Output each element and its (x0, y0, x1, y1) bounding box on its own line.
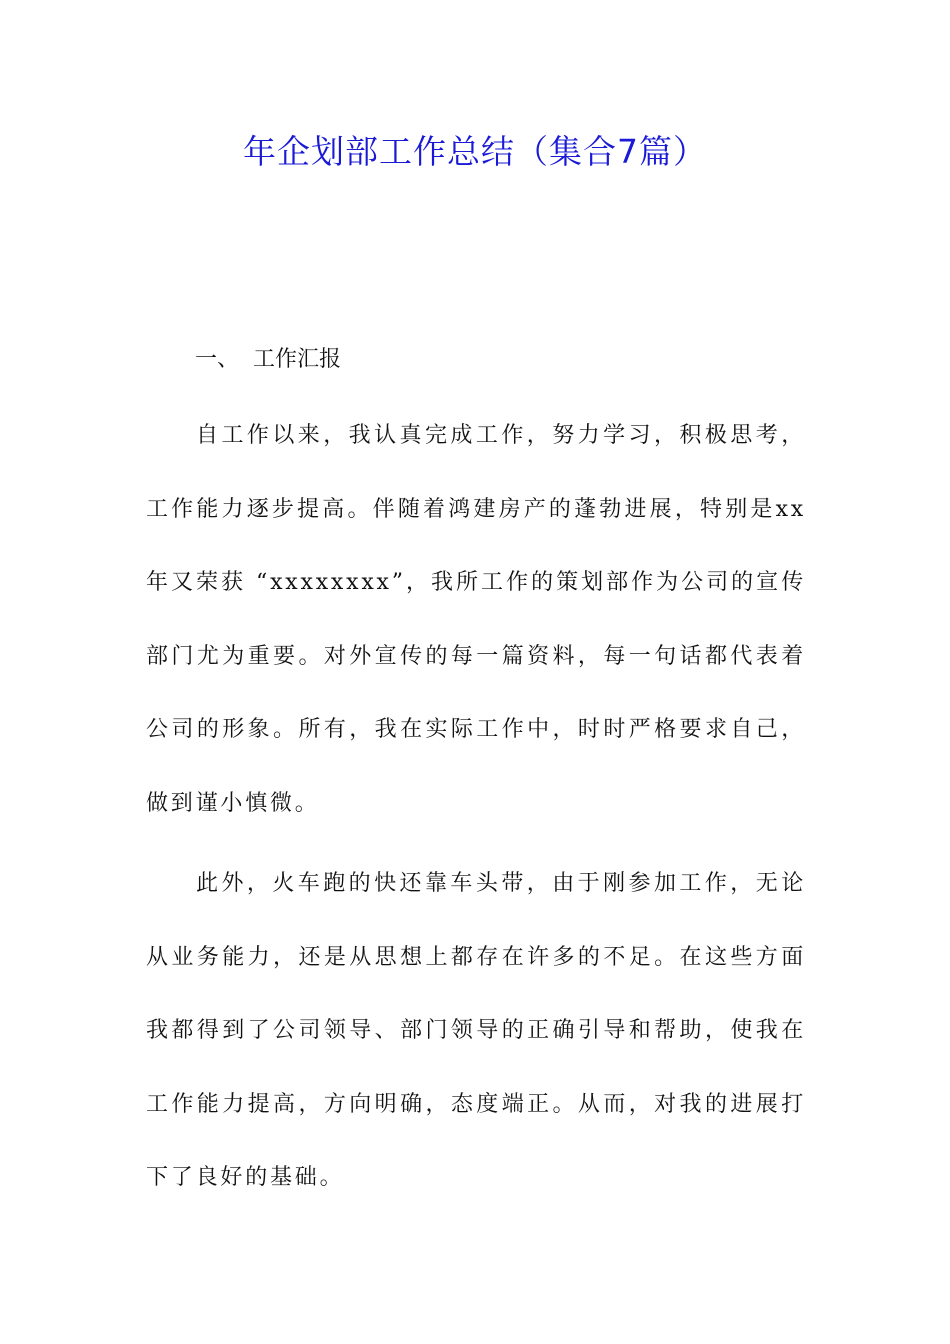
section-heading-text: 工作汇报 (253, 347, 342, 372)
body-paragraph-1: 自工作以来，我认真完成工作，努力学习，积极思考，工作能力逐步提高。伴随着鸿建房产的蓬勃进展，特别是xx年又荣获 “xxxxxxxx”，我所工作的策划部作为公司的宣传部门尤为重要。对外宣传的每一篇资料，每一句话都代表着公司的形象。所有，我在实际工作中，时时严格要求自己，做到谨小慎微。 (146, 423, 806, 816)
body-paragraph-2: 此外，火车跑的快还靠车头带，由于刚参加工作，无论从业务能力，还是从思想上都存在许多的不足。在这些方面我都得到了公司领导、部门领导的正确引导和帮助，使我在工作能力提高，方向明确，态度端正。从而，对我的进展打下了良好的基础。 (146, 871, 806, 1190)
section-heading (195, 342, 341, 378)
document-title: 年企划部工作总结（集合7篇） (243, 132, 707, 171)
section-number: 一、 (195, 347, 240, 372)
